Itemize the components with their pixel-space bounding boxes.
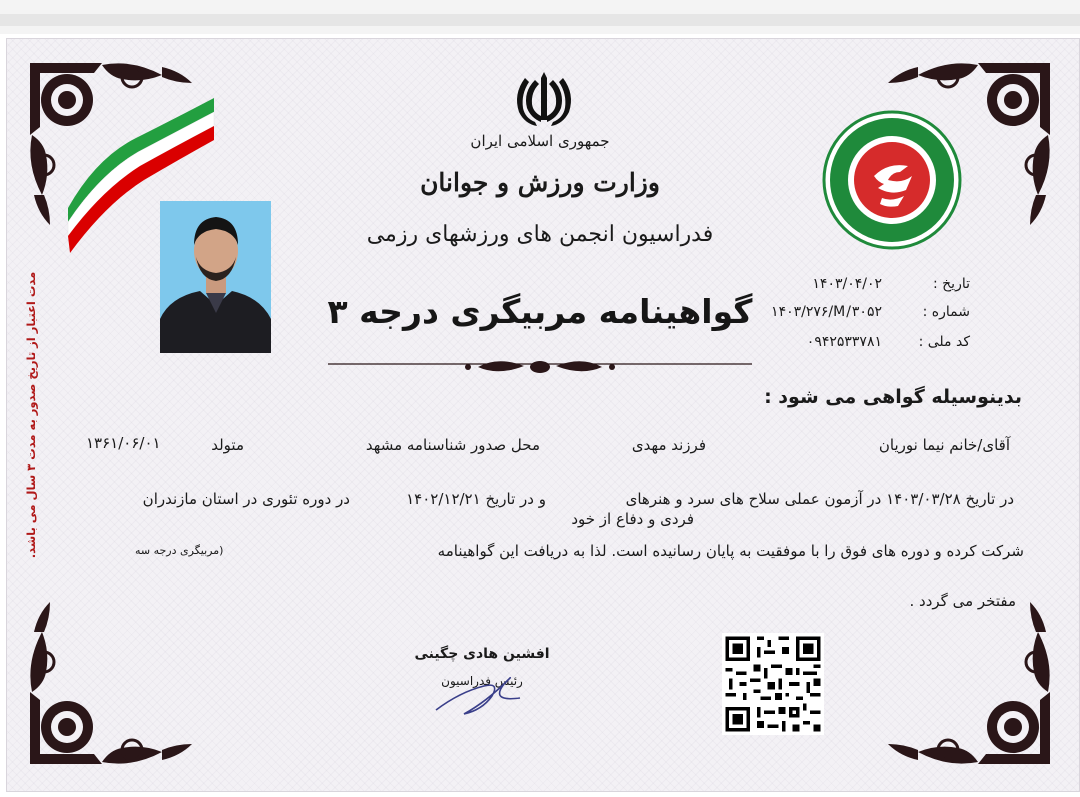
top-bar-line: [0, 14, 1080, 26]
iran-emblem-icon: [513, 68, 575, 128]
meta-national-id-row: [710, 334, 970, 354]
ministry-name: وزارت ورزش و جوانان: [420, 168, 660, 197]
certificate-title: گواهینامه مربیگری درجه ۳: [327, 292, 753, 331]
validity-side-note: [20, 270, 42, 560]
id-issue-place: محل صدور شناسنامه مشهد: [365, 436, 540, 454]
signatory-role: رئیس فدراسیون: [441, 674, 523, 688]
federation-seal-logo: [822, 110, 962, 250]
qr-code[interactable]: [722, 633, 824, 735]
intro-line: بدینوسیله گواهی می شود :: [764, 386, 1022, 408]
birth-label: متولد: [211, 436, 244, 454]
signature-scrawl: [430, 662, 530, 722]
top-bar: [0, 0, 1080, 34]
meta-date-value: ۱۴۰۳/۰۴/۰۲: [812, 276, 882, 292]
corner-ornament-bottom-left: [22, 592, 202, 772]
exam-line-practical: در تاریخ ۱۴۰۳/۰۳/۲۸ در آزمون عملی سلاح های سرد و هنرهای: [625, 490, 1014, 508]
meta-national-id-label: کد ملی :: [918, 334, 970, 350]
signatory-name: افشین هادی چگینی: [414, 646, 550, 662]
meta-date-label: تاریخ :: [932, 276, 970, 292]
meta-number-value: ۱۴۰۳/۲۷۶/M/۳۰۵۲: [771, 304, 882, 320]
completion-line: شرکت کرده و دوره های فوق را با موفقیت به پایان رسانیده است. لذا به دریافت این گواهینامه: [437, 542, 1024, 560]
birth-date: ۱۳۶۱/۰۶/۰۱: [86, 434, 161, 452]
holder-name: آقای/خانم نیما نوریان: [878, 436, 1010, 454]
meta-number-label: شماره :: [922, 304, 970, 320]
title-divider: [328, 356, 752, 378]
holder-photo: [160, 201, 271, 353]
person-portrait-image: [160, 201, 271, 353]
country-name: جمهوری اسلامی ایران: [470, 132, 610, 150]
completion-grade-note: (مربیگری درجه سه: [135, 544, 224, 557]
exam-line-date: و در تاریخ ۱۴۰۲/۱۲/۲۱: [406, 490, 546, 508]
father-name: فرزند مهدی: [631, 436, 706, 454]
honor-line: مفتخر می گردد .: [909, 592, 1016, 610]
validity-note-text: مدت اعتبار از تاریخ صدور به مدت ۳ سال می باشد.: [24, 271, 38, 559]
exam-line-theory: در دوره تئوری در استان مازندران: [142, 490, 350, 508]
federation-name: فدراسیون انجمن های ورزشهای رزمی: [366, 222, 714, 247]
corner-ornament-bottom-right: [878, 592, 1058, 772]
exam-line-continuation: فردی و دفاع از خود: [571, 510, 694, 528]
meta-national-id-value: ۰۹۴۲۵۳۳۷۸۱: [806, 334, 882, 350]
